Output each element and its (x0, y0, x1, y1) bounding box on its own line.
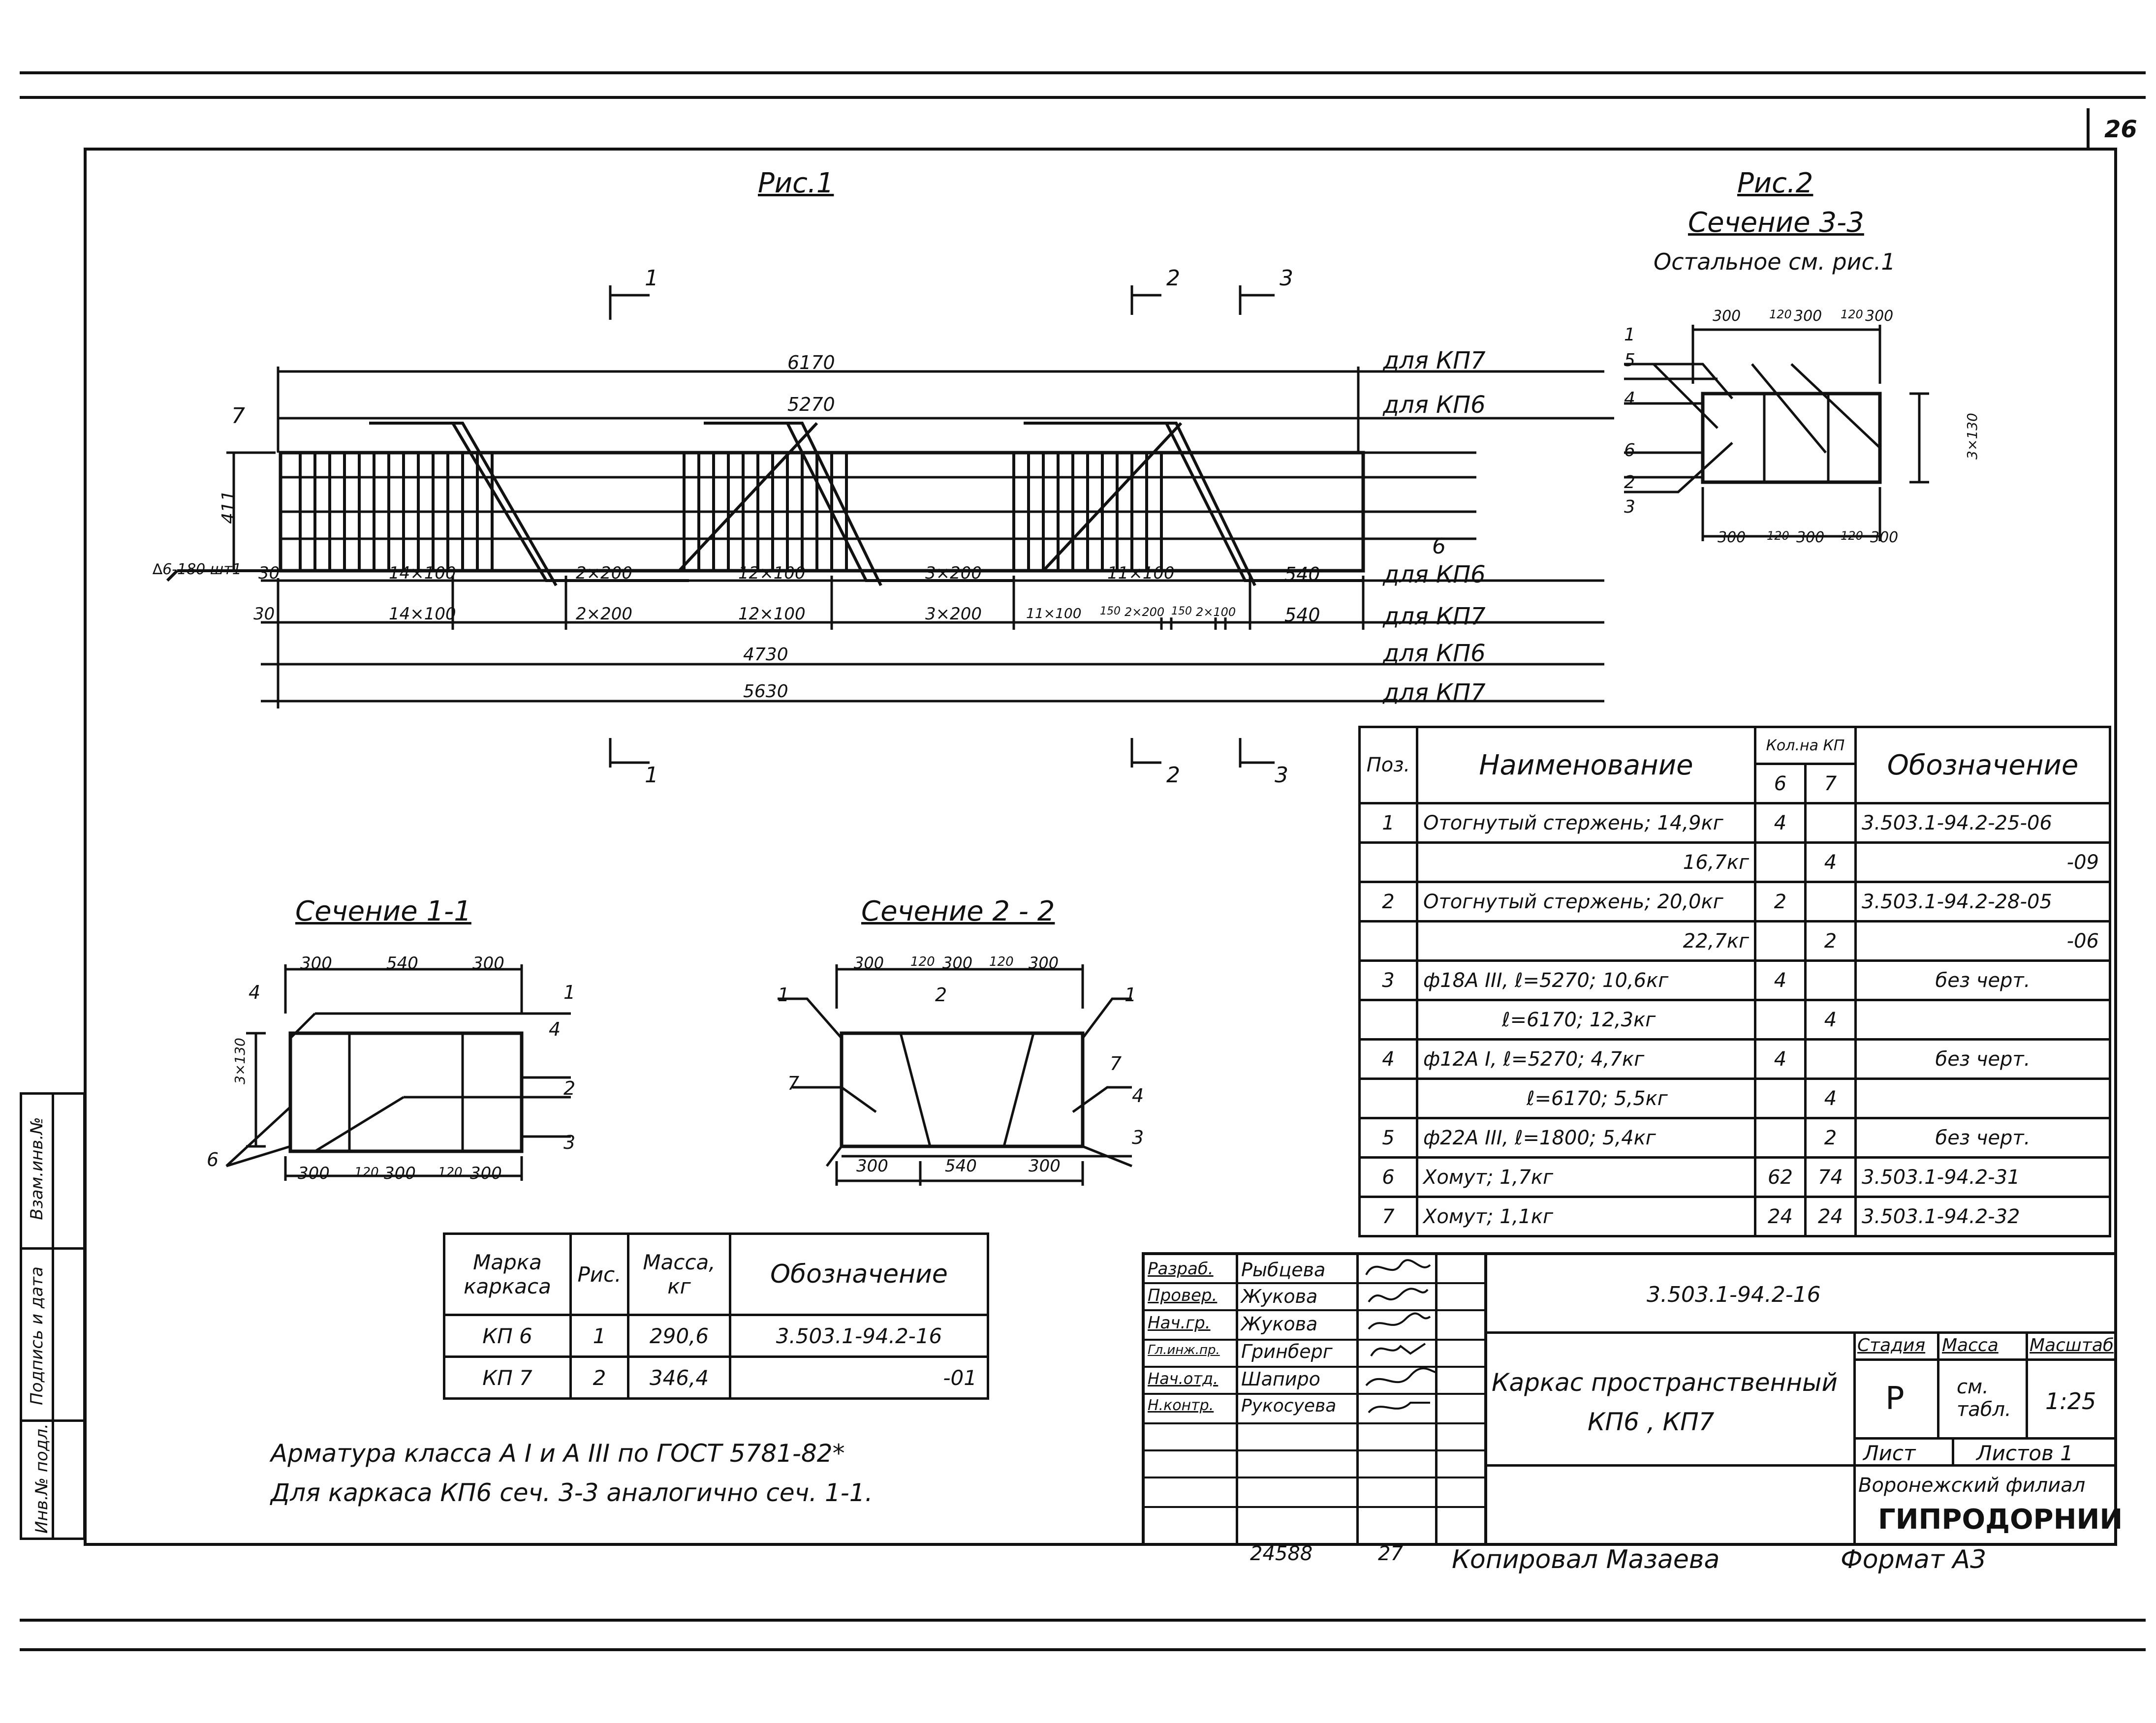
fig2-bottom-dim-5: 300 (1870, 529, 1899, 546)
sec22-pos-1-right: 1 (1125, 984, 1137, 1006)
table-row: 6 Хомут; 1,7кг 62 74 3.503.1-94.2-31 (1360, 1158, 2110, 1197)
marks-table-header (444, 1234, 988, 1315)
sec22-bottom-dim-2: 540 (945, 1156, 977, 1176)
sheet-number: 27 (1378, 1542, 1403, 1565)
side-label-inv: Инв.№ подл. (32, 1423, 52, 1534)
sec22-top-dim-3: 300 (942, 954, 973, 972)
stamp-org-1: Воронежский филиал (1858, 1474, 2086, 1497)
sec11-top-dim-2: 540 (386, 954, 418, 973)
dim-5630: 5630 (743, 681, 788, 702)
dim-5270: 5270 (787, 394, 835, 415)
sec22-pos-1-left: 1 (778, 984, 790, 1006)
stamp-name-4: Гринберг (1241, 1341, 1333, 1362)
fig2-title: Рис.2 (1737, 167, 1813, 199)
fig2-bottom-dim-1: 300 (1718, 529, 1746, 546)
spec-header-qty: Кол.на КП (1755, 727, 1856, 764)
stamp-doc-code: 3.503.1-94.2-16 (1647, 1282, 1821, 1307)
sec11-pos-4-left: 4 (249, 982, 261, 1003)
sec22-pos-3: 3 (1132, 1127, 1144, 1148)
spec-header-row-1 (1360, 727, 2110, 764)
stamp-name-1: Рыбцева (1241, 1259, 1326, 1281)
fig2-bottom-dim-2: 120 (1767, 529, 1789, 543)
kp7-seg-2: 2×200 (576, 604, 633, 624)
kp6-start: 30 (258, 563, 280, 583)
format-label: Формат А3 (1841, 1545, 1987, 1574)
table-row: 3 ф18А III, ℓ=5270; 10,6кг 4 без черт. (1360, 961, 2110, 1000)
sec22-top-dim-1: 300 (854, 954, 884, 972)
fig2-top-dim-3: 300 (1794, 308, 1822, 325)
sec11-pos-6: 6 (207, 1149, 219, 1170)
fig2-top-dim-4: 120 (1841, 308, 1863, 321)
stamp-name-3: Жукова (1241, 1313, 1318, 1335)
stamp-scale-label: Масштаб (2030, 1335, 2114, 1355)
table-row: 5 ф22А III, ℓ=1800; 5,4кг 2 без черт. (1360, 1118, 2110, 1158)
dim-6170: 6170 (787, 352, 835, 373)
marks-table (443, 1232, 989, 1400)
fig2-top-dim-1: 300 (1713, 308, 1741, 325)
marks-header-mark: Марка каркаса (444, 1234, 571, 1315)
table-row: 2 Отогнутый стержень; 20,0кг 2 3.503.1-94.2-28-05 (1360, 882, 2110, 922)
fig1-section-2-top: 2 (1166, 266, 1180, 291)
kp6-seg-1: 14×100 (389, 563, 456, 583)
archive-number: 24588 (1250, 1542, 1313, 1565)
sec22-top-dim-5: 300 (1029, 954, 1059, 972)
fig2-pos-3: 3 (1624, 497, 1635, 517)
stamp-title-line1: Каркас пространственный (1492, 1368, 1838, 1397)
sec11-bottom-dim-2: 120 (354, 1165, 379, 1180)
fig1-section-3-bottom: 3 (1275, 763, 1288, 788)
top-border-line-1 (20, 71, 2146, 74)
fig2-pos-2: 2 (1624, 472, 1635, 492)
fig1-section-1-bottom: 1 (645, 763, 658, 788)
label-kp6-5270: для КП6 (1383, 391, 1486, 419)
stamp-role-3: Нач.гр. (1148, 1313, 1211, 1333)
sec22-top-dim-4: 120 (989, 954, 1014, 969)
spec-header-6: 6 (1755, 764, 1806, 803)
fig2-height: 3×130 (1964, 413, 1980, 460)
stamp-mass: см. табл. (1957, 1376, 2011, 1421)
label-kp7-6170: для КП7 (1383, 347, 1486, 374)
page-number-box (2087, 108, 2149, 148)
kp7-seg-6: 150 (1100, 605, 1121, 617)
fig2-pos-1: 1 (1624, 325, 1635, 345)
sec11-bottom-dim-4: 120 (438, 1165, 463, 1180)
height-411: 411 (218, 490, 239, 524)
section-mark-3-bottom (1240, 738, 1275, 768)
kp7-seg-1: 14×100 (389, 604, 456, 624)
pos6-label: 6 (1432, 534, 1446, 559)
section-mark-3-top (1240, 285, 1275, 315)
stamp-role-6: Н.контр. (1148, 1397, 1214, 1414)
label-kp6-4730: для КП6 (1383, 640, 1486, 667)
sec11-pos-1: 1 (563, 982, 576, 1003)
fig2-bottom-dim-4: 120 (1841, 529, 1863, 543)
stamp-mass-label: Масса (1942, 1335, 1999, 1355)
fig1-section-1-top: 1 (645, 266, 658, 291)
section-mark-1-bottom (610, 738, 650, 768)
stamp-sheets-label: Листов 1 (1976, 1441, 2073, 1465)
stamp-stage-label: Стадия (1857, 1335, 1926, 1355)
page-number: 26 (2104, 116, 2137, 143)
fig2-subtitle: Сечение 3-3 (1688, 207, 1864, 239)
sec11-pos-4-right: 4 (549, 1018, 561, 1040)
kp6-end: 540 (1284, 563, 1320, 585)
table-row: ℓ=6170; 5,5кг 4 (1360, 1079, 2110, 1118)
spec-table (1358, 726, 2111, 1237)
stamp-role-4: Гл.инж.пр. (1148, 1343, 1220, 1357)
stamp-role-1: Разраб. (1148, 1259, 1214, 1279)
kp7-label: для КП7 (1383, 603, 1486, 630)
sec22-bottom-dim-3: 300 (1029, 1156, 1061, 1176)
kp6-label: для КП6 (1383, 561, 1486, 588)
fig2-pos-5: 5 (1624, 350, 1635, 370)
kp6-seg-4: 3×200 (925, 563, 982, 583)
table-row: КП 6 1 290,6 3.503.1-94.2-16 (444, 1315, 988, 1357)
kp7-seg-9: 2×100 (1196, 605, 1236, 619)
table-row: 1 Отогнутый стержень; 14,9кг 4 3.503.1-94.2-25-06 (1360, 803, 2110, 843)
table-row: 16,7кг 4 -09 (1360, 843, 2110, 882)
fig1-section-2-bottom: 2 (1166, 763, 1180, 788)
sec11-top-dim-3: 300 (472, 954, 504, 973)
kp7-end: 540 (1284, 604, 1320, 626)
sec22-bottom-dim-1: 300 (856, 1156, 888, 1176)
kp7-seg-4: 3×200 (925, 604, 982, 624)
rebar-note: ∆6-180 шт1 (153, 561, 242, 578)
section-mark-2-top (1132, 285, 1161, 315)
top-border-line-2 (20, 96, 2146, 99)
section-mark-1-top (610, 285, 650, 320)
title-block (1142, 1252, 2123, 1543)
stamp-scale: 1:25 (2045, 1388, 2096, 1415)
table-row: 4 ф12А I, ℓ=5270; 4,7кг 4 без черт. (1360, 1040, 2110, 1079)
fig2-top-dim-5: 300 (1865, 308, 1894, 325)
sec22-pos-2: 2 (935, 984, 947, 1006)
fig1-title: Рис.1 (758, 167, 834, 199)
note-2: Для каркаса КП6 сеч. 3-3 аналогично сеч. 1-1. (271, 1478, 873, 1507)
stamp-name-6: Рукосуева (1241, 1396, 1337, 1416)
sec22-pos-4: 4 (1132, 1085, 1144, 1107)
sec11-title: Сечение 1-1 (295, 895, 471, 927)
dim-4730: 4730 (743, 645, 788, 665)
fig2-note: Остальное см. рис.1 (1654, 248, 1896, 275)
sec22-pos-7-left: 7 (787, 1073, 800, 1094)
kp7-seg-5: 11×100 (1026, 605, 1082, 621)
stamp-name-2: Жукова (1241, 1286, 1318, 1307)
side-label-sign: Подпись и дата (27, 1266, 47, 1405)
sec22-pos-7-right: 7 (1110, 1053, 1122, 1075)
spec-header-pos: Поз. (1360, 727, 1417, 803)
stamp-stage: Р (1885, 1381, 1905, 1417)
table-row: 7 Хомут; 1,1кг 24 24 3.503.1-94.2-32 (1360, 1197, 2110, 1236)
note-1: Арматура класса А I и А III по ГОСТ 5781-82* (271, 1439, 845, 1468)
kp7-seg-8: 150 (1171, 605, 1192, 617)
fig2-pos-4: 4 (1624, 389, 1635, 409)
kp7-seg-7: 2×200 (1125, 605, 1165, 619)
kp7-start: 30 (253, 604, 275, 624)
table-row: ℓ=6170; 12,3кг 4 (1360, 1000, 2110, 1040)
kp6-seg-3: 12×100 (738, 563, 806, 583)
sec11-pos-2: 2 (563, 1077, 576, 1099)
label-kp7-5630: для КП7 (1383, 679, 1486, 707)
fig1-drawing (148, 256, 1624, 797)
bottom-border-line-1 (20, 1619, 2146, 1622)
spec-header-7: 7 (1806, 764, 1856, 803)
sec11-pos-3: 3 (563, 1132, 576, 1153)
sec11-bottom-dim-5: 300 (470, 1164, 502, 1183)
table-row: КП 7 2 346,4 -01 (444, 1357, 988, 1399)
pos7-label: 7 (231, 403, 245, 429)
kp6-seg-2: 2×200 (576, 563, 633, 583)
table-row: 22,7кг 2 -06 (1360, 922, 2110, 961)
fig2-section-drawing (1604, 305, 1998, 561)
stamp-name-5: Шапиро (1241, 1368, 1320, 1390)
sec11-top-dim-1: 300 (300, 954, 332, 973)
marks-header-code: Обозначение (730, 1234, 988, 1315)
bottom-border-line-2 (20, 1648, 2146, 1651)
signatures-image (1361, 1255, 1435, 1422)
kp7-seg-3: 12×100 (738, 604, 806, 624)
sec22-top-dim-2: 120 (910, 954, 935, 969)
fig1-section-3-top: 3 (1280, 266, 1293, 291)
side-label-vzam: Взам.инв.№ (27, 1117, 47, 1220)
stamp-org-2: ГИПРОДОРНИИ (1878, 1504, 2123, 1536)
fig2-top-dim-2: 120 (1769, 308, 1792, 321)
spec-header-code: Обозначение (1856, 727, 2110, 803)
stamp-title-line2: КП6 , КП7 (1588, 1408, 1715, 1436)
fig2-pos-6: 6 (1624, 440, 1635, 461)
copied-by: Копировал Мазаева (1452, 1545, 1720, 1574)
sec11-height: 3×130 (231, 1038, 248, 1084)
sec22-title: Сечение 2 - 2 (861, 895, 1055, 927)
section-mark-2-bottom (1132, 738, 1161, 768)
stamp-sheet-label: Лист (1863, 1441, 1916, 1465)
side-stamp (20, 1092, 86, 1540)
marks-header-fig: Рис. (571, 1234, 628, 1315)
marks-header-mass: Масса, кг (628, 1234, 730, 1315)
stamp-role-5: Нач.отд. (1148, 1369, 1219, 1388)
kp6-seg-5: 11×100 (1107, 563, 1175, 583)
stamp-role-2: Провер. (1148, 1286, 1218, 1305)
sec11-bottom-dim-3: 300 (384, 1164, 416, 1183)
sec11-bottom-dim-1: 300 (298, 1164, 330, 1183)
fig2-bottom-dim-3: 300 (1796, 529, 1825, 546)
spec-header-name: Наименование (1417, 727, 1755, 803)
